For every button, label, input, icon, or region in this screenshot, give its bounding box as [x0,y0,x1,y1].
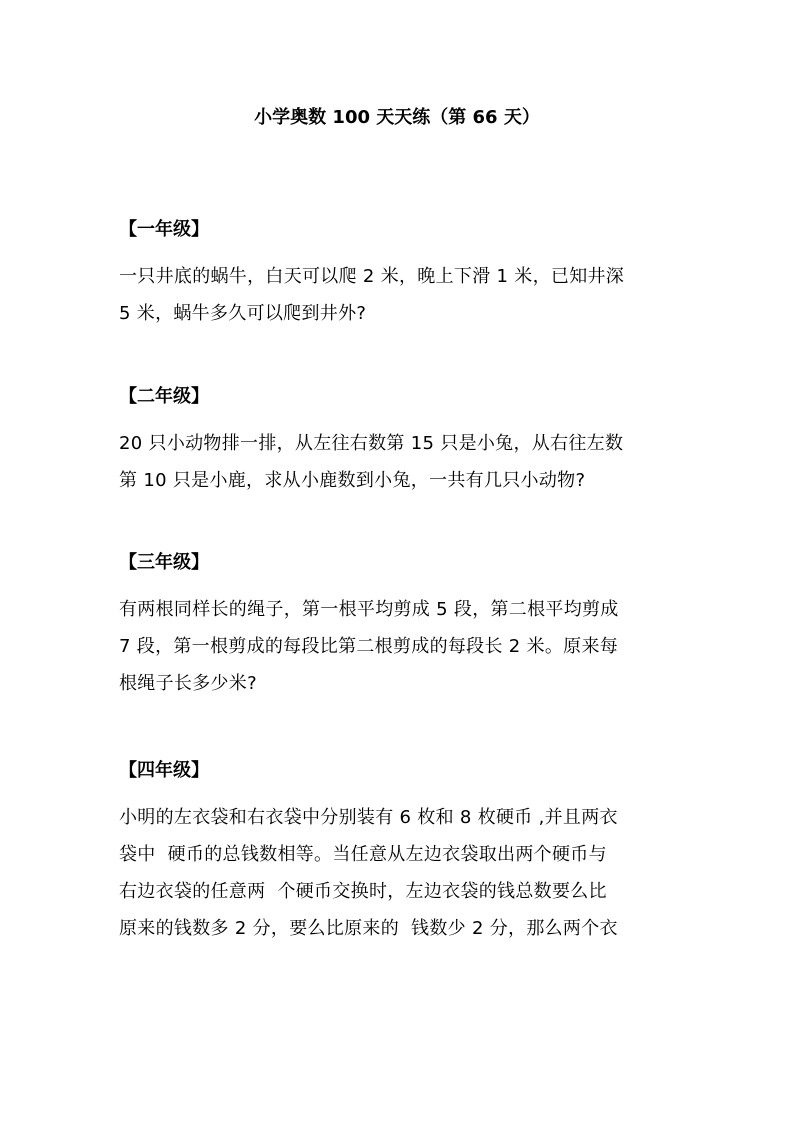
grade-heading: 【二年级】 [119,386,209,407]
question-text [119,258,679,332]
question-line: 20 只小动物排一排，从左往右数第 15 只是小兔，从右往左数 [119,433,624,454]
question-text [119,591,679,702]
section-grade-4 [119,757,679,947]
grade-heading: 【一年级】 [119,219,209,240]
section-grade-3 [119,549,679,702]
question-line: 根绳子长多少米? [119,673,257,694]
section-grade-1 [119,216,679,332]
section-grade-2 [119,383,679,499]
grade-heading: 【三年级】 [119,552,209,573]
question-line: 原来的钱数多 2 分，要么比原来的 钱数少 2 分，那么两个衣 [119,918,618,939]
question-line: 小明的左衣袋和右衣袋中分别装有 6 枚和 8 枚硬币 ,并且两衣 [119,807,618,828]
question-line: 一只井底的蜗牛，白天可以爬 2 米，晚上下滑 1 米，已知井深 [119,266,625,287]
question-line: 7 段，第一根剪成的每段比第二根剪成的每段长 2 米。原来每 [119,636,619,657]
question-line: 有两根同样长的绳子，第一根平均剪成 5 段，第二根平均剪成 [119,599,619,620]
question-text [119,425,679,499]
question-line: 袋中 硬币的总钱数相等。当任意从左边衣袋取出两个硬币与 [119,844,607,865]
grade-heading: 【四年级】 [119,760,209,781]
page-title: 小学奥数 100 天天练（第 66 天） [254,107,540,128]
question-line: 右边衣袋的任意两 个硬币交换时，左边衣袋的钱总数要么比 [119,881,607,902]
question-line: 5 米，蜗牛多久可以爬到井外? [119,303,367,324]
question-line: 第 10 只是小鹿，求从小鹿数到小兔，一共有几只小动物? [119,470,586,491]
question-text [119,799,679,947]
